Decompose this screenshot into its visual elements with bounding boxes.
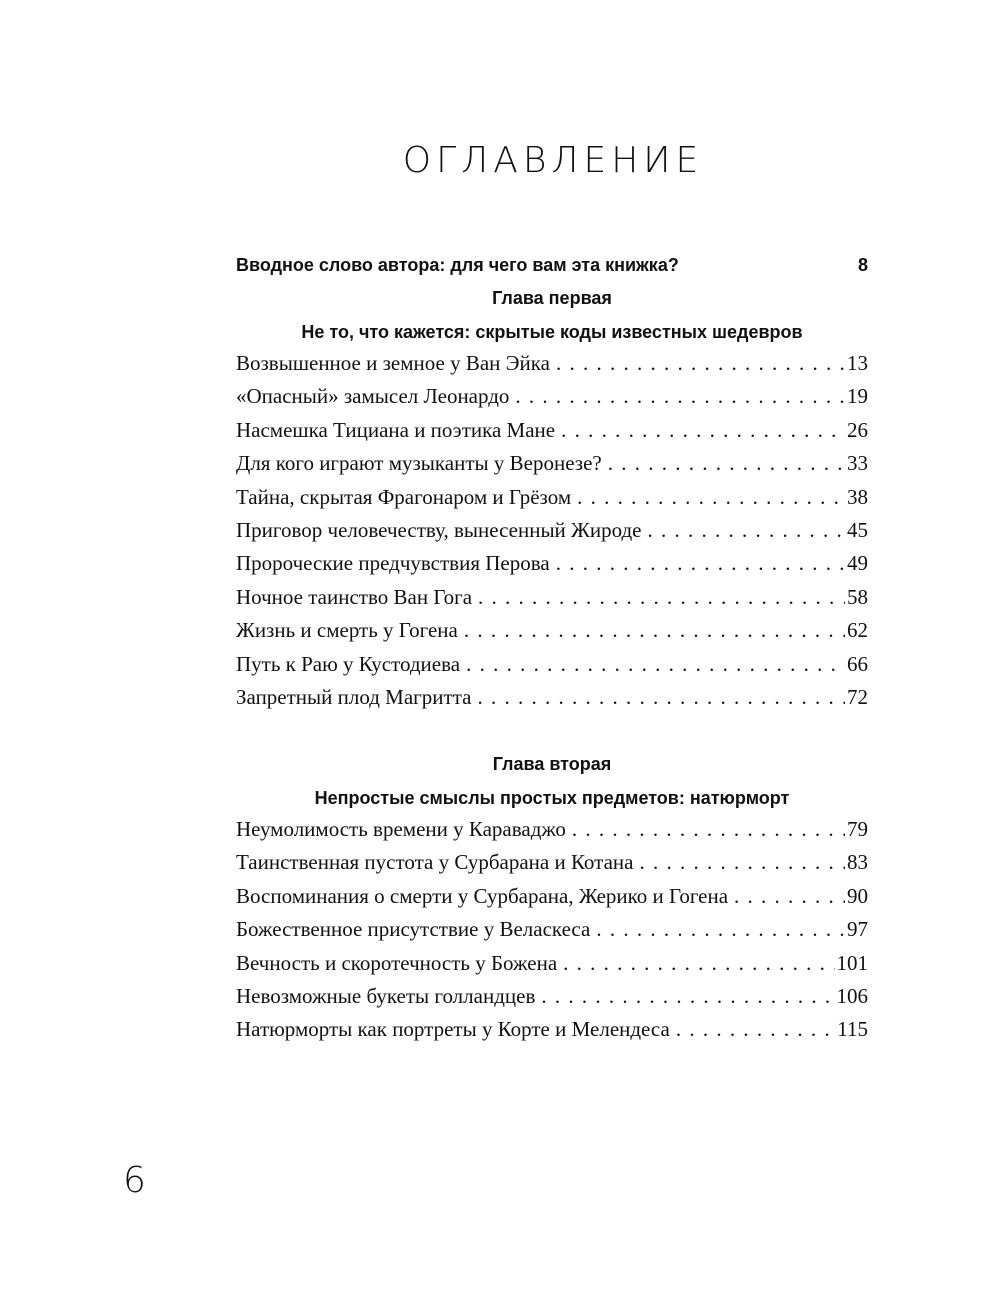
page-title: ОГЛАВЛЕНИЕ — [402, 140, 704, 181]
chapter-1-heading: Не то, что кажется: скрытые коды известных шедевров — [301, 322, 803, 342]
entry-title: Путь к Раю у Кустодиева — [236, 651, 461, 676]
entry-page-number: 45 — [847, 517, 868, 542]
chapter-2-heading: Непростые смыслы простых предметов: натюрморт — [314, 788, 790, 808]
dot-leader — [728, 880, 845, 913]
entry-page-number: 66 — [847, 651, 868, 676]
dot-leader — [535, 980, 834, 1013]
toc-entry[interactable] — [236, 380, 868, 413]
toc-entry[interactable] — [236, 846, 868, 879]
dot-leader — [472, 581, 845, 614]
entry-title: Невозможные букеты голландцев — [236, 983, 536, 1008]
chapter-1-entries — [236, 347, 868, 714]
toc-entry[interactable] — [236, 514, 868, 547]
toc-intro-entry[interactable] — [236, 253, 868, 277]
entry-title: Возвышенное и земное у Ван Эйка — [236, 351, 550, 375]
entry-title: Насмешка Тициана и поэтика Мане — [236, 417, 556, 442]
entry-page-number: 38 — [847, 484, 868, 509]
toc-entry[interactable] — [236, 481, 868, 514]
dot-leader — [550, 547, 845, 580]
entry-title: Воспоминания о смерти у Сурбарана, Жерико и Гогена — [236, 883, 729, 908]
chapter-1-label: Глава первая — [492, 288, 612, 308]
dot-leader — [557, 947, 834, 980]
entry-page-number: 106 — [836, 983, 868, 1008]
entry-title: Неумолимость времени у Караваджо — [236, 817, 566, 841]
entry-page-number: 19 — [847, 384, 868, 409]
entry-page-number: 58 — [847, 584, 868, 609]
entry-title: Божественное присутствие у Веласкеса — [236, 917, 591, 942]
entry-title: Таинственная пустота у Сурбарана и Котана — [236, 850, 634, 875]
entry-title: Ночное таинство Ван Гога — [236, 584, 473, 609]
chapter-2-entries — [236, 813, 868, 1047]
entry-title: Вечность и скоротечность у Божена — [236, 950, 558, 975]
toc-entry[interactable] — [236, 581, 868, 614]
entry-title: Вводное слово автора: для чего вам эта книжка? — [236, 255, 679, 275]
entry-page-number: 8 — [857, 255, 868, 275]
entry-title: Жизнь и смерть у Гогена — [236, 618, 458, 643]
toc-entry[interactable] — [236, 880, 868, 913]
dot-leader — [509, 380, 845, 413]
toc-entry[interactable] — [236, 980, 868, 1013]
toc-entry[interactable] — [236, 648, 868, 681]
dot-leader — [602, 447, 845, 480]
entry-page-number: 13 — [847, 351, 868, 375]
entry-title: Пророческие предчувствия Перова — [236, 551, 550, 576]
chapter-2-label: Глава вторая — [492, 754, 612, 774]
dot-leader — [633, 846, 845, 879]
entry-title: Для кого играют музыканты у Веронезе? — [236, 451, 602, 476]
entry-page-number: 33 — [847, 451, 868, 476]
dot-leader — [550, 347, 845, 380]
entry-page-number: 115 — [837, 1017, 868, 1042]
toc-entry[interactable] — [236, 813, 868, 846]
entry-title: Натюрморты как портреты у Корте и Мелендеса — [236, 1017, 670, 1042]
dot-leader — [571, 481, 845, 514]
dot-leader — [458, 614, 845, 647]
toc-entry[interactable] — [236, 414, 868, 447]
toc-entry[interactable] — [236, 947, 868, 980]
dot-leader — [460, 648, 845, 681]
entry-page-number: 72 — [847, 684, 868, 709]
entry-page-number: 97 — [847, 917, 868, 942]
toc-entry[interactable] — [236, 913, 868, 946]
entry-title: Тайна, скрытая Фрагонаром и Грёзом — [236, 484, 572, 509]
entry-page-number: 90 — [847, 883, 868, 908]
entry-page-number: 62 — [847, 618, 868, 643]
dot-leader — [670, 1013, 835, 1046]
dot-leader — [590, 913, 845, 946]
entry-page-number: 49 — [847, 551, 868, 576]
toc-entry[interactable] — [236, 347, 868, 380]
entry-title: «Опасный» замысел Леонардо — [236, 384, 510, 409]
entry-page-number: 79 — [847, 817, 868, 841]
entry-page-number: 101 — [836, 950, 868, 975]
entry-page-number: 83 — [847, 850, 868, 875]
toc-entry[interactable] — [236, 614, 868, 647]
toc-entry[interactable] — [236, 547, 868, 580]
entry-title: Запретный плод Магритта — [236, 684, 472, 709]
dot-leader — [642, 514, 845, 547]
page-number: 6 — [123, 1160, 146, 1201]
toc-entry[interactable] — [236, 1013, 868, 1046]
entry-title: Приговор человечеству, вынесенный Жироде — [236, 517, 642, 542]
dot-leader — [555, 414, 845, 447]
entry-page-number: 26 — [847, 417, 868, 442]
toc-entry[interactable] — [236, 681, 868, 714]
dot-leader — [566, 813, 845, 846]
dot-leader — [471, 681, 845, 714]
toc-entry[interactable] — [236, 447, 868, 480]
